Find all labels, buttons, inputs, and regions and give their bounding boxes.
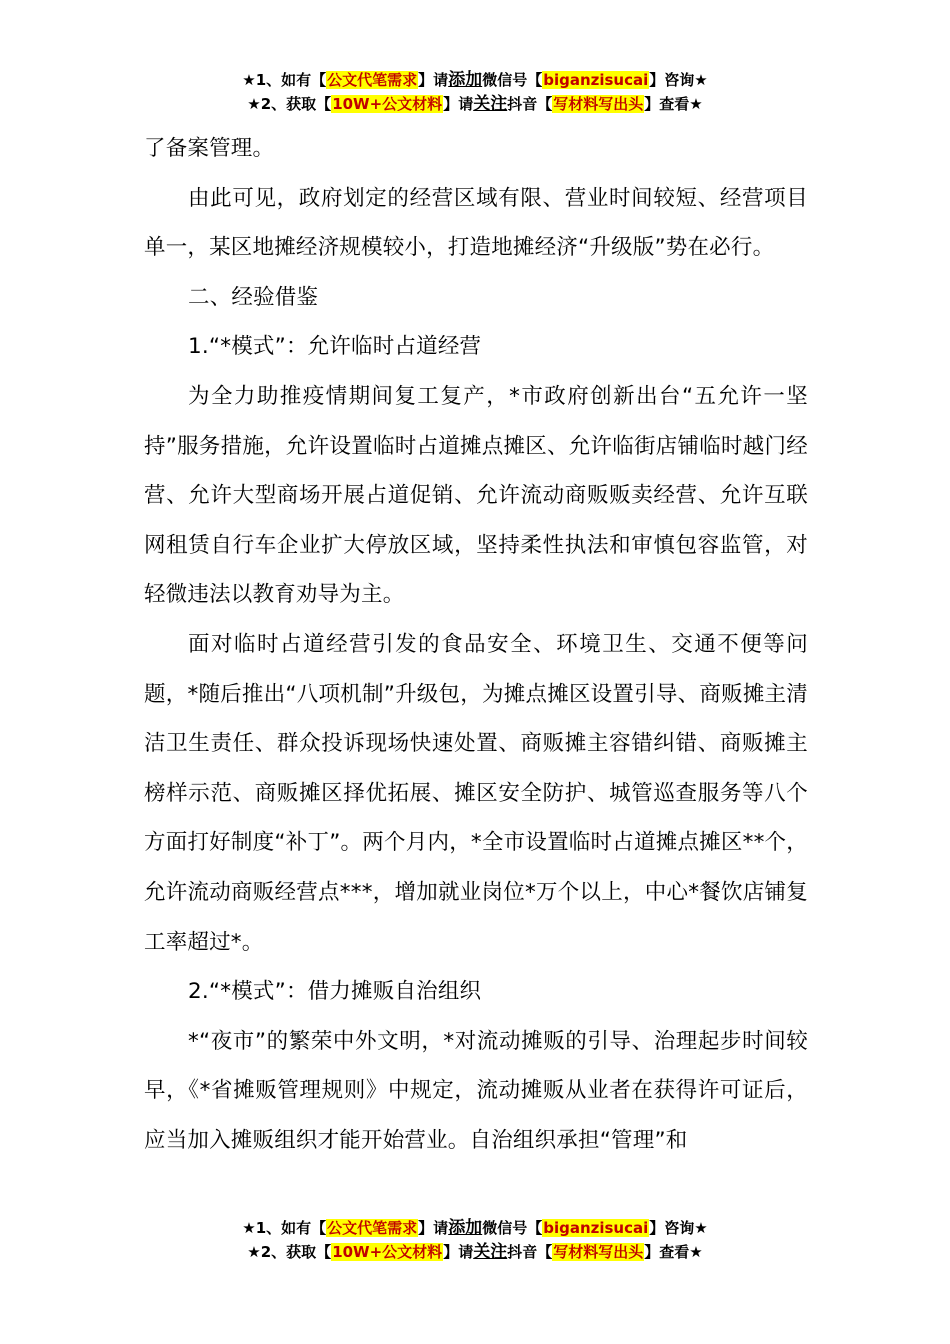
banner-text: 抖音【 bbox=[507, 1243, 553, 1261]
subsection-heading: 1.“*模式”：允许临时占道经营 bbox=[188, 334, 482, 360]
paragraph: 面对临时占道经营引发的食品安全、环境卫生、交通不便等问题，*随后推出“八项机制”升级包，为摊点摊区设置引导、商贩摊主清洁卫生责任、群众投诉现场快速处置、商贩摊主容错纠错、商贩摊主榜样示范、商贩摊区择优拓展、摊区安全防护、城管巡查服务等八个方面打好制度“补丁”。两个月内，*全市设置临时占道摊点摊区**个，允许流动商贩经营点***，增加就业岗位*万个以上，中心*餐饮店铺复工率超过*。 bbox=[144, 631, 808, 955]
banner-text: 微信号【 bbox=[482, 1219, 543, 1237]
banner-line-2 bbox=[0, 1240, 950, 1264]
banner-text: 】咨询★ bbox=[649, 1219, 708, 1237]
paragraph: 由此可见，政府划定的经营区域有限、营业时间较短、经营项目单一，某区地摊经济规模较小，打造地摊经济“升级版”势在必行。 bbox=[144, 185, 808, 261]
banner-underline: 关注 bbox=[473, 1242, 508, 1262]
banner-text: ★1、如有【 bbox=[242, 1219, 327, 1237]
paragraph: *“夜市”的繁荣中外文明，*对流动摊贩的引导、治理起步时间较早，《*省摊贩管理规则》中规定，流动摊贩从业者在获得许可证后，应当加入摊贩组织才能开始营业。自治组织承担“管理”和 bbox=[144, 1028, 808, 1153]
banner-line-1 bbox=[0, 1216, 950, 1240]
banner-text: 抖音【 bbox=[507, 95, 553, 113]
banner-text: ★2、获取【 bbox=[247, 1243, 332, 1261]
banner-line-1 bbox=[0, 68, 950, 92]
banner-highlight: biganzisucai bbox=[543, 71, 649, 89]
section-heading: 二、经验借鉴 bbox=[188, 284, 319, 310]
banner-underline: 添加 bbox=[448, 70, 483, 90]
banner-line-2 bbox=[0, 92, 950, 116]
banner-text: ★2、获取【 bbox=[247, 95, 332, 113]
header-banner bbox=[0, 68, 950, 116]
banner-text: 】咨询★ bbox=[649, 71, 708, 89]
banner-highlight: 公文代笔需求 bbox=[327, 1219, 418, 1237]
banner-text: 】请 bbox=[418, 71, 449, 89]
banner-text: 】请 bbox=[443, 1243, 474, 1261]
banner-highlight: 10W+公文材料 bbox=[332, 1243, 443, 1261]
banner-text: 】请 bbox=[443, 95, 474, 113]
banner-text: 】请 bbox=[418, 1219, 449, 1237]
footer-banner bbox=[0, 1216, 950, 1264]
banner-text: 】查看★ bbox=[644, 95, 703, 113]
subsection-heading: 2.“*模式”：借力摊贩自治组织 bbox=[188, 979, 482, 1005]
banner-text: 微信号【 bbox=[482, 71, 543, 89]
paragraph: 了备案管理。 bbox=[144, 136, 275, 161]
banner-underline: 添加 bbox=[448, 1218, 483, 1238]
banner-underline: 关注 bbox=[473, 94, 508, 114]
banner-text: ★1、如有【 bbox=[242, 71, 327, 89]
banner-highlight: 10W+公文材料 bbox=[332, 95, 443, 113]
document-body bbox=[144, 124, 808, 1165]
banner-highlight: 写材料写出头 bbox=[553, 1243, 644, 1261]
paragraph: 为全力助推疫情期间复工复产，*市政府创新出台“五允许一坚持”服务措施，允许设置临时占道摊点摊区、允许临街店铺临时越门经营、允许大型商场开展占道促销、允许流动商贩贩卖经营、允许互联网租赁自行车企业扩大停放区域，坚持柔性执法和审慎包容监管，对轻微违法以教育劝导为主。 bbox=[144, 383, 808, 608]
banner-highlight: biganzisucai bbox=[543, 1219, 649, 1237]
banner-highlight: 公文代笔需求 bbox=[327, 71, 418, 89]
banner-highlight: 写材料写出头 bbox=[553, 95, 644, 113]
banner-text: 】查看★ bbox=[644, 1243, 703, 1261]
